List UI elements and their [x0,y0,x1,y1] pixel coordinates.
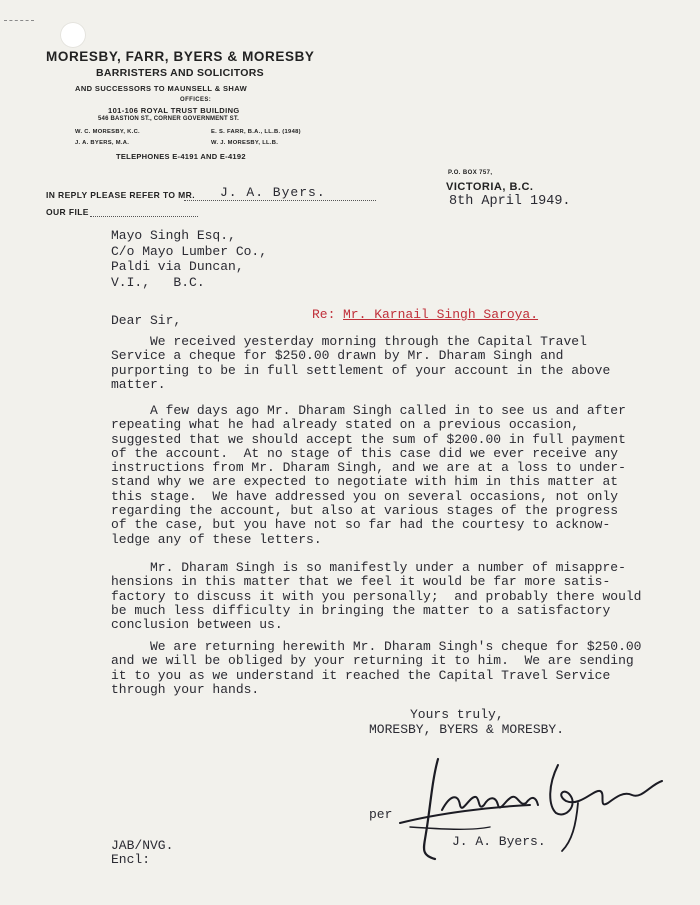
offices-label: OFFICES: [180,97,212,103]
body-line: through your hands. [111,681,260,697]
body-line: We are returning herewith Mr. Dharam Singh's cheque for $250.00 [111,639,642,654]
firm-successors: AND SUCCESSORS TO MAUNSELL & SHAW [75,84,248,93]
firm-profession: BARRISTERS AND SOLICITORS [96,67,264,79]
body-line: conclusion between us. [111,617,283,633]
body-line: Mr. Dharam Singh is so manifestly under a number of misappre- [111,560,626,575]
firm-name: MORESBY, FARR, BYERS & MORESBY [46,49,315,64]
reply-reference-name: J. A. Byers. [220,185,326,200]
telephones: TELEPHONES E-4191 AND E-4192 [116,152,246,161]
body-line: A few days ago Mr. Dharam Singh called in to see us and after [111,403,626,418]
body-line: be much less difficulty in bringing the matter to a satisfactory [111,602,611,618]
body-line: hensions in this matter that we feel it would be far more satis- [111,574,611,590]
body-paragraph-3 [111,561,696,632]
salutation: Dear Sir, [111,313,182,328]
subject-name: Mr. Karnail Singh Saroya. [343,307,539,322]
po-box: P.O. BOX 757, [448,170,493,176]
signer-name: J. A. Byers. [452,834,546,849]
body-line: repeating what he had already stated on a previous occasion, [111,417,580,433]
recipient-line: Paldi via Duncan, [111,259,244,274]
sender-city: VICTORIA, B.C. [446,181,534,193]
enclosure-note: Encl: [111,852,151,867]
body-line: Service a cheque for $250.00 drawn by Mr. Dharam Singh and [111,348,564,364]
body-line: and we will be obliged by your returning it to him. We are sending [111,653,634,669]
partner-name: W. C. MORESBY, K.C. [75,129,140,135]
partner-name: J. A. BYERS, M.A. [75,140,130,146]
reply-reference-label: IN REPLY PLEASE REFER TO MR. [46,190,195,200]
our-file-label: OUR FILE [46,207,89,217]
closing-firm: MORESBY, BYERS & MORESBY. [369,722,565,737]
offices-street: 546 BASTION ST., CORNER GOVERNMENT ST. [98,116,239,122]
reference-initials: JAB/NVG. [111,838,174,853]
body-line: this stage. We have addressed you on several occasions, not only [111,488,619,504]
offices-building: 101-106 ROYAL TRUST BUILDING [108,106,240,115]
body-line: it to you as we understand it reached the Capital Travel Service [111,667,611,683]
per-label: per [369,807,393,822]
body-line: of the case, but you have not so far had the courtesy to acknow- [111,517,611,533]
body-line: matter. [111,376,166,392]
recipient-line: Mayo Singh Esq., [111,228,236,243]
body-paragraph-1 [111,335,696,392]
body-line: regarding the account, but also at various stages of the progress [111,503,619,519]
recipient-line: V.I., B.C. [111,275,205,290]
recipient-line: C/o Mayo Lumber Co., [111,244,268,259]
body-line: ledge any of these letters. [111,531,322,547]
valediction: Yours truly, [410,707,504,722]
punch-hole [60,22,86,48]
letter-date: 8th April 1949. [449,194,571,209]
body-line: of the account. At no stage of this case did we ever receive any [111,445,619,461]
partner-name: E. S. FARR, B.A., LL.B. (1948) [211,129,301,135]
our-file-dotted-line [90,215,198,217]
body-paragraph-4 [111,640,696,697]
partner-name: W. J. MORESBY, LL.B. [211,140,279,146]
subject-label: Re: [312,307,336,322]
body-line: We received yesterday morning through the Capital Travel [111,334,587,349]
body-line: factory to discuss it with you personally; and probably there would [111,588,642,604]
body-paragraph-2 [111,404,696,547]
margin-mark [4,20,34,25]
body-line: suggested that we should accept the sum of $200.00 in full payment [111,431,626,447]
body-line: purporting to be in full settlement of your account in the above [111,362,611,378]
body-line: stand why we are expected to negotiate with him in this matter at [111,474,619,490]
body-line: instructions from Mr. Dharam Singh, and we are at a loss to under- [111,460,626,476]
